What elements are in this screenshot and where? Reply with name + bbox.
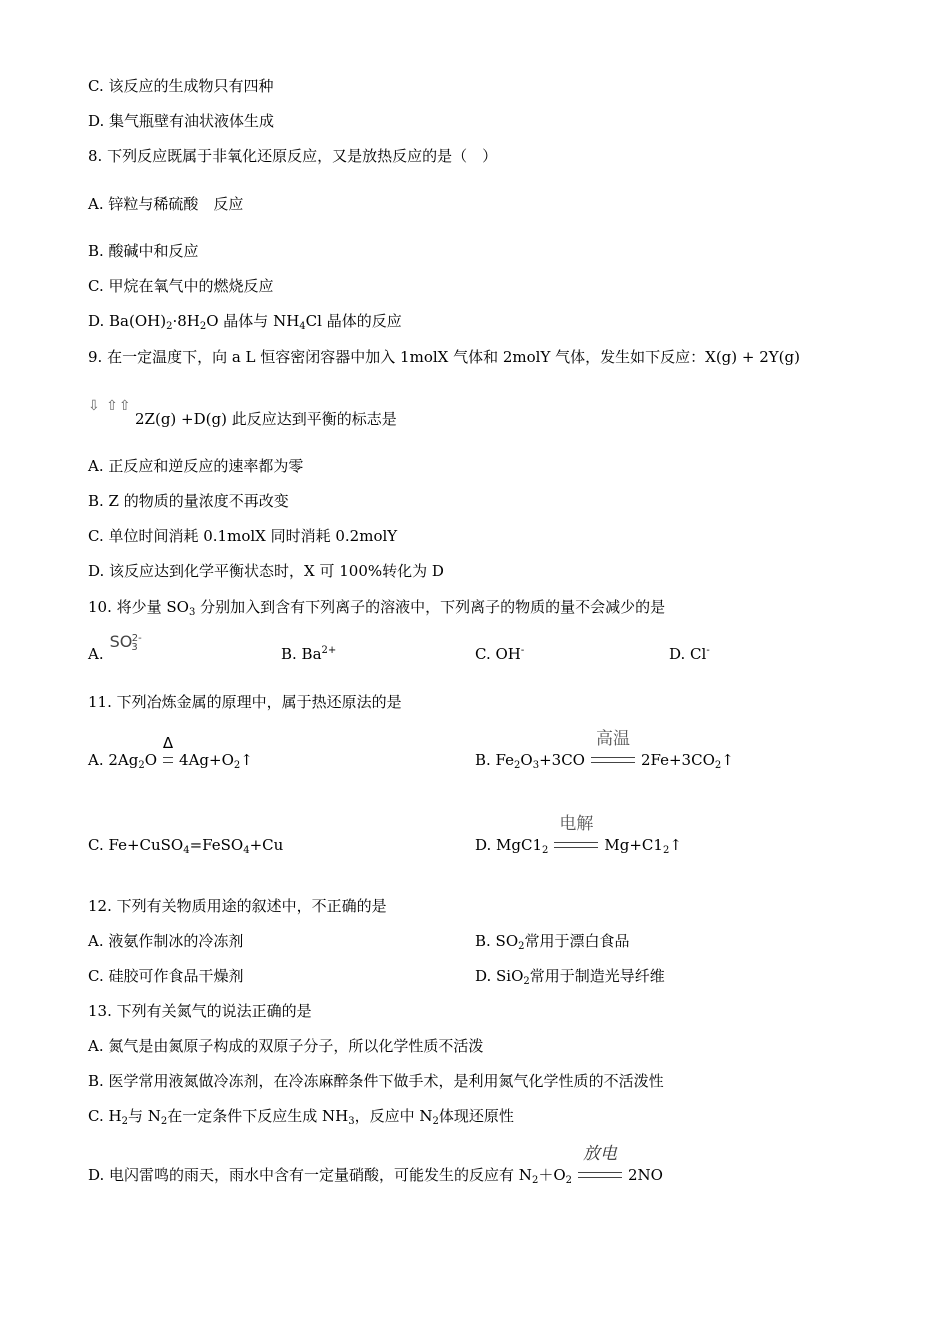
q12-option-b: B. $SO_2$常用于漂白食品 xyxy=(475,932,630,952)
q8-option-c: C. 甲烷在氧气中的燃烧反应 xyxy=(88,277,274,295)
q10-option-d: D. Cl- xyxy=(669,645,710,663)
q12-option-a: A. 液氨作制冰的冷冻剂 xyxy=(88,932,244,950)
q7-option-d: D. 集气瓶壁有油状液体生成 xyxy=(88,112,275,130)
q10-option-b: B. $Ba^{2+}$ xyxy=(281,645,337,663)
q13-option-c: C. $H_2$与 $N_2$在一定条件下反应生成 $NH_3$，反应中 $N_2$体现还原性 xyxy=(88,1107,514,1127)
q13-option-a: A. 氮气是由氮原子构成的双原子分子，所以化学性质不活泼 xyxy=(88,1037,484,1055)
q13-option-d: D. 电闪雷鸣的雨天，雨水中含有一定量硝酸，可能发生的反应有 $N_2+O_2$ 放电 2NO xyxy=(88,1144,663,1186)
q10-stem: 10. 将少量 $SO_3$ 分别加入到含有下列离子的溶液中，下列离子的物质的量不会减少的是 xyxy=(88,598,666,618)
q7-option-c: C. 该反应的生成物只有四种 xyxy=(88,77,274,95)
discharge-condition: 放电 xyxy=(576,1166,624,1186)
q12-option-d: D. SiO$_2$常用于制造光导纤维 xyxy=(475,967,665,987)
sulfite-ion: $SO_3^{2-}$ xyxy=(109,632,142,653)
q12-stem: 12. 下列有关物质用途的叙述中，不正确的是 xyxy=(88,897,387,915)
equilibrium-arrows-icon: ⇩ ⇧⇧ xyxy=(88,398,132,414)
q13-stem: 13. 下列有关氮气的说法正确的是 xyxy=(88,1002,312,1020)
q10-option-c: C. OH- xyxy=(475,645,525,663)
electrolysis-condition: 电解 xyxy=(552,836,600,856)
q11-option-a: A. $2Ag_2O$ Δ $4Ag+O_2↑$ xyxy=(88,734,253,771)
q10-option-a: $A.SO_3^{2-}$ xyxy=(88,644,143,664)
q11-option-c: C. Fe+CuSO$_4$=FeSO$_4$+Cu xyxy=(88,836,284,856)
q9-option-b: B. Z 的物质的量浓度不再改变 xyxy=(88,492,289,510)
q8-stem: 8. 下列反应既属于非氧化还原反应，又是放热反应的是（ ） xyxy=(88,147,498,165)
q13-option-b: B. 医学常用液氮做冷冻剂，在冷冻麻醉条件下做手术，是利用氮气化学性质的不活泼性 xyxy=(88,1072,664,1090)
heat-condition: Δ xyxy=(161,751,175,771)
q8-option-b: B. 酸碱中和反应 xyxy=(88,242,199,260)
q9-option-a: A. 正反应和逆反应的速率都为零 xyxy=(88,457,304,475)
q9-stem: 9. 在一定温度下，向 a L 恒容密闭容器中加入 1molX 气体和 2molY 气体，发生如下反应：X(g) + 2Y(g) xyxy=(88,348,800,366)
q9-stem-continued: 2Z(g) +D(g) 此反应达到平衡的标志是 xyxy=(135,410,397,428)
q11-stem: 11. 下列冶炼金属的原理中，属于热还原法的是 xyxy=(88,693,402,711)
q8-option-a: A. 锌粒与稀硫酸 反应 xyxy=(88,195,244,213)
q9-option-d: D. 该反应达到化学平衡状态时，X 可 100%转化为 D xyxy=(88,562,444,580)
q9-option-c: C. 单位时间消耗 0.1molX 同时消耗 0.2molY xyxy=(88,527,398,545)
q11-option-d: D. $MgC1_2$ 电解 $Mg+C1_2↑$ xyxy=(475,814,682,856)
q12-option-c: C. 硅胶可作食品干燥剂 xyxy=(88,967,244,985)
q8-option-d: D. $Ba(OH)_2\cdot 8H_2O$ 晶体与 $NH_4Cl$ 晶体的反应 xyxy=(88,312,402,332)
high-temp-condition: 高温 xyxy=(589,751,637,771)
q11-option-b: B. $Fe_2O_3+3CO$ 高温 $2Fe+3CO_2↑$ xyxy=(475,729,734,771)
